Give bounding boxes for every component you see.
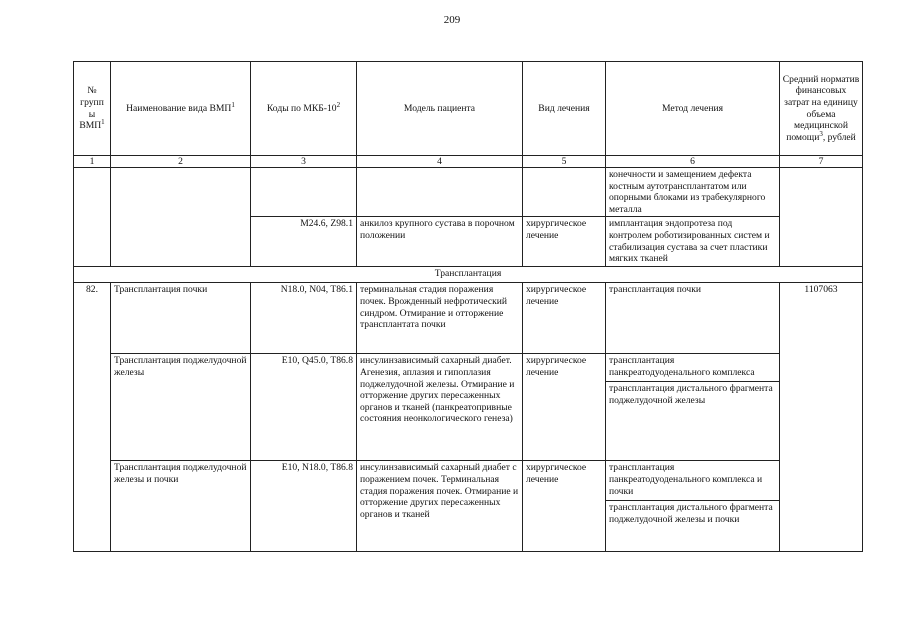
treatment-type-cell: хирургическое лечение [523,217,606,267]
treatment-type-cell: хирургическое лечение [523,283,606,354]
cost-cell [780,168,863,267]
header-treatment-type: Вид лечения [523,62,606,156]
vmp-name-cell: Трансплантация почки [111,283,251,354]
table-row [74,354,863,461]
icd-codes-cell [251,168,357,217]
table-row [74,168,863,217]
treatment-method-cell: имплантация эндопротеза под контролем роботизированных систем и стабилизация сустава за счет пластики мягких тканей [606,217,780,267]
table-row [74,283,863,354]
column-number: 7 [780,156,863,168]
treatment-method-option: трансплантация дистального фрагмента поджелудочной железы [606,381,779,407]
treatment-method-cell [606,354,780,461]
column-number: 5 [523,156,606,168]
column-number: 3 [251,156,357,168]
vmp-name-cell [111,168,251,267]
patient-model-cell: инсулинзависимый сахарный диабет. Агенезия, аплазия и гипоплазия поджелудочной железы. Отмирание и отторжение других пересаженных органов и тканей (панкреатопривные состояния неонкологического генеза) [357,354,523,461]
treatment-method-cell: конечности и замещением дефекта костным аутотрансплантатом или опорными блоками из трабекулярного металла [606,168,780,217]
header-row [74,62,863,156]
icd-codes-cell: N18.0, N04, T86.1 [251,283,357,354]
header-patient-model: Модель пациента [357,62,523,156]
header-group-number: № групп ы ВМП$^1$ [74,62,111,156]
patient-model-cell: инсулинзависимый сахарный диабет с поражением почек. Терминальная стадия поражения почек. Отмирание и отторжение других пересаженных органов и тканей [357,461,523,552]
column-number: 4 [357,156,523,168]
header-vmp-name: Наименование вида ВМП$^1$ [111,62,251,156]
vmp-name-cell: Трансплантация поджелудочной железы и почки [111,461,251,552]
patient-model-cell: терминальная стадия поражения почек. Врожденный нефротический синдром. Отмирание и отторжение трансплантата почки [357,283,523,354]
column-number: 1 [74,156,111,168]
vmp-table [73,61,863,552]
column-number-row [74,156,863,168]
treatment-method-option: трансплантация панкреатодуоденального комплекса и почки [609,462,763,497]
column-number: 2 [111,156,251,168]
treatment-type-cell: хирургическое лечение [523,461,606,552]
group-number: 82. [74,283,111,552]
patient-model-cell: анкилоз крупного сустава в порочном положении [357,217,523,267]
table-row [74,461,863,552]
icd-codes-cell: E10, N18.0, T86.8 [251,461,357,552]
treatment-method-cell: трансплантация почки [606,283,780,354]
section-title: Трансплантация [74,267,863,283]
treatment-method-option: трансплантация дистального фрагмента поджелудочной железы и почки [606,500,779,526]
average-cost: 1107063 [780,283,863,552]
page-number: 209 [443,14,461,26]
section-row [74,267,863,283]
treatment-type-cell [523,168,606,217]
treatment-method-cell [606,461,780,552]
header-treatment-method: Метод лечения [606,62,780,156]
column-number: 6 [606,156,780,168]
icd-codes-cell: E10, Q45.0, T86.8 [251,354,357,461]
treatment-method-option: трансплантация панкреатодуоденального комплекса [609,355,755,378]
group-cell [74,168,111,267]
header-icd-codes: Коды по МКБ-$10^2$ [251,62,357,156]
treatment-type-cell: хирургическое лечение [523,354,606,461]
header-average-cost: Средний норматив финансовых затрат на единицу объема медицинской помощи$^3$, рублей [780,62,863,156]
icd-codes-cell: M24.6, Z98.1 [251,217,357,267]
patient-model-cell [357,168,523,217]
vmp-name-cell: Трансплантация поджелудочной железы [111,354,251,461]
